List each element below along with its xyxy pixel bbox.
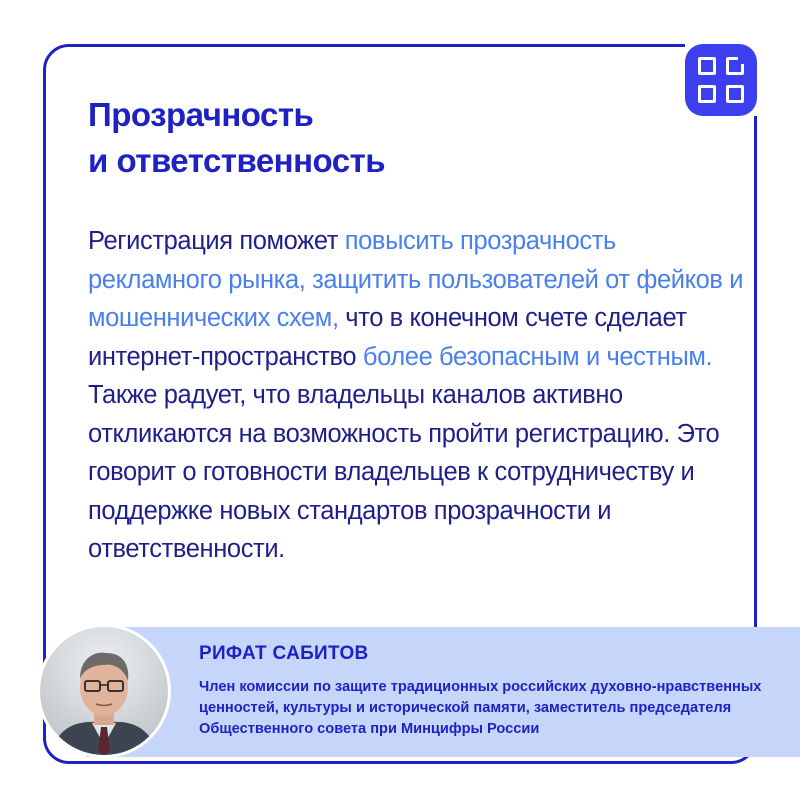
speaker-name: РИФАТ САБИТОВ (199, 643, 369, 664)
body-highlight: повысить прозрачность рекламного рынка, защитить пользователей от фейков и мошеннических схем, (88, 227, 744, 332)
speaker-role: Член комиссии по защите традиционных российских духовно-нравственных ценностей, культуры и исторической памяти, заместитель председателя Общественного совета при Минцифры России (199, 679, 762, 737)
body-segment: Регистрация поможет (88, 227, 345, 255)
body-segment: Также радует, что владельцы каналов активно откликаются на возможность пройти регистрацию. Это говорит о готовности владельцев к сотрудничеству и поддержке новых стандартов прозрачности и ответственности. (88, 381, 720, 563)
page-title (88, 92, 385, 184)
body-text (88, 222, 748, 569)
avatar (37, 624, 171, 758)
title-line-1: Прозрачность (88, 96, 314, 133)
body-highlight: более безопасным и честным. (362, 342, 713, 371)
title-line-2: и ответственность (88, 142, 386, 179)
body-segment: что в конечном счете сделает интернет-пространство (88, 304, 687, 371)
logo (685, 44, 757, 116)
qr-grid-icon (685, 44, 757, 116)
